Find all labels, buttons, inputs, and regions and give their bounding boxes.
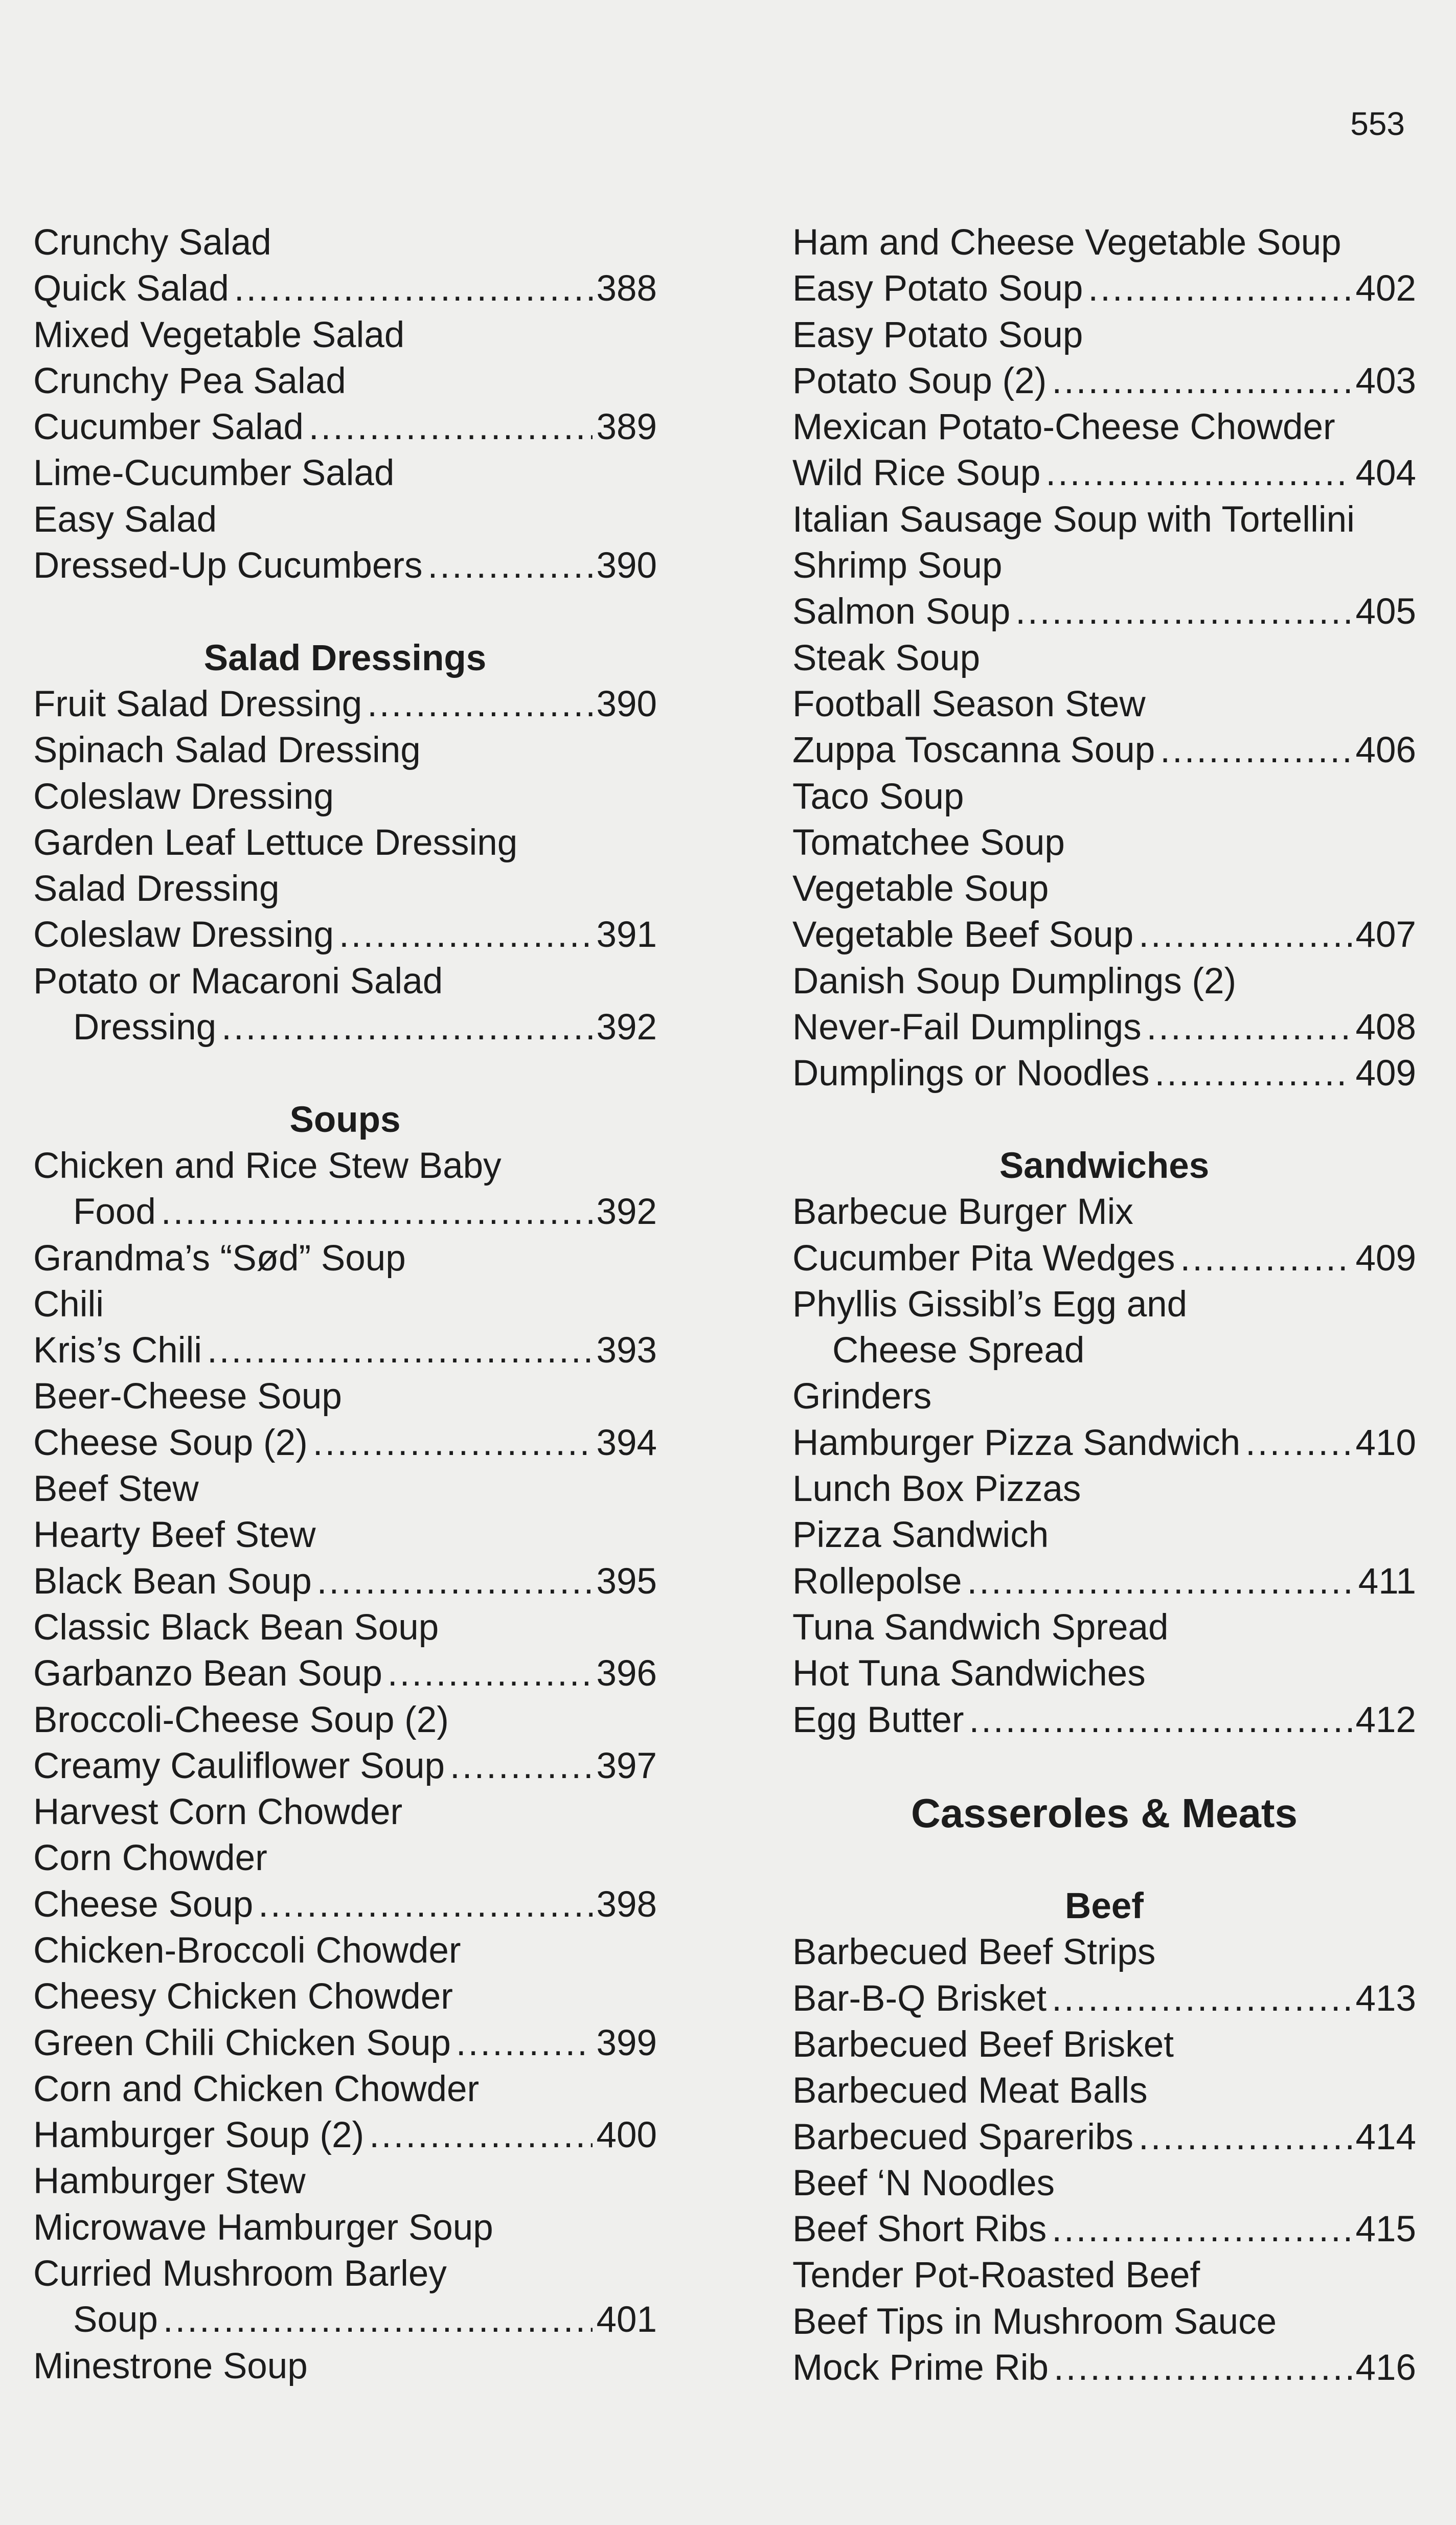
recipe-title: Dumplings or Noodles (792, 1053, 1150, 1094)
index-entry (792, 1976, 1416, 2022)
index-entry (792, 2345, 1416, 2391)
index-entry (33, 820, 657, 866)
index-entry (792, 1005, 1416, 1051)
dot-leader (1147, 1005, 1352, 1051)
recipe-title: Harvest Corn Chowder (33, 1792, 403, 1833)
page-ref: 413 (1355, 1978, 1416, 2019)
index-entry (33, 2158, 657, 2204)
index-entry (33, 959, 657, 1005)
recipe-title: Italian Sausage Soup with Tortellini (792, 499, 1355, 540)
recipe-title: Mock Prime Rib (792, 2348, 1049, 2388)
dot-leader (369, 2112, 592, 2158)
recipe-title: Barbecued Beef Brisket (792, 2024, 1174, 2065)
dot-leader (313, 1420, 593, 1466)
recipe-title: Pizza Sandwich (792, 1515, 1049, 1556)
recipe-title: Phyllis Gissibl’s Egg and (792, 1284, 1188, 1325)
index-entry (792, 2253, 1416, 2299)
recipe-title: Curried Mushroom Barley (33, 2254, 447, 2294)
index-entry (792, 1189, 1416, 1235)
page-ref: 409 (1355, 1053, 1416, 1094)
dot-leader (258, 1882, 592, 1928)
recipe-title: Easy Salad (33, 499, 217, 540)
recipe-title: Beef ‘N Noodles (792, 2163, 1055, 2203)
recipe-title: Salmon Soup (792, 592, 1011, 632)
page-ref: 401 (596, 2300, 657, 2340)
recipe-title: Kris’s Chili (33, 1330, 202, 1371)
recipe-title: Lime-Cucumber Salad (33, 453, 395, 494)
page-ref: 403 (1355, 360, 1416, 401)
index-entry (33, 1236, 657, 1282)
dot-leader (207, 1328, 592, 1374)
recipe-title: Cheese Soup (33, 1884, 254, 1925)
page-ref: 395 (596, 1561, 657, 1602)
index-entry (33, 2297, 657, 2343)
index-entry (792, 959, 1416, 1005)
dot-leader (388, 1651, 593, 1697)
dot-leader (428, 543, 593, 589)
index-entry (33, 497, 657, 543)
recipe-title: Hamburger Soup (2) (33, 2115, 365, 2156)
page-ref: 388 (596, 268, 657, 309)
index-entry (33, 1789, 657, 1835)
index-entry (792, 543, 1416, 589)
index-entry (33, 2020, 657, 2066)
recipe-title: Beer-Cheese Soup (33, 1376, 342, 1417)
dot-leader (234, 266, 593, 312)
dot-leader (1088, 266, 1351, 312)
index-entry (792, 404, 1416, 450)
recipe-title: Microwave Hamburger Soup (33, 2207, 493, 2248)
recipe-title: Broccoli-Cheese Soup (2) (33, 1699, 449, 1740)
index-entry (792, 681, 1416, 727)
recipe-title: Tender Pot-Roasted Beef (792, 2255, 1200, 2296)
index-entry (792, 1605, 1416, 1651)
page-ref: 397 (596, 1745, 657, 1786)
index-entry (792, 1420, 1416, 1466)
index-entry (792, 2114, 1416, 2160)
page-ref: 390 (596, 545, 657, 586)
dot-leader (1054, 2345, 1352, 2391)
index-entry (792, 2160, 1416, 2206)
dot-leader (1180, 1236, 1351, 1282)
recipe-title: Beef Short Ribs (792, 2209, 1047, 2250)
index-entry (792, 266, 1416, 312)
index-entry (792, 497, 1416, 543)
index-entry (792, 1697, 1416, 1743)
section-spacer (792, 1743, 1416, 1790)
dot-leader (1052, 358, 1351, 404)
recipe-title: Potato Soup (2) (792, 360, 1047, 401)
index-entry (792, 2022, 1416, 2068)
index-entry (33, 866, 657, 912)
index-entry (33, 1143, 657, 1189)
index-entry (792, 358, 1416, 404)
dot-leader (1155, 1051, 1352, 1097)
recipe-title: Steak Soup (792, 638, 981, 678)
index-entry (33, 450, 657, 496)
dot-leader (1052, 2206, 1351, 2253)
index-entry (33, 1282, 657, 1328)
index-entry (792, 1651, 1416, 1697)
recipe-title: Grandma’s “Sød” Soup (33, 1238, 406, 1279)
recipe-title: Barbecued Meat Balls (792, 2071, 1148, 2111)
index-entry (33, 266, 657, 312)
dot-leader (450, 1743, 593, 1789)
recipe-title: Garden Leaf Lettuce Dressing (33, 822, 518, 863)
recipe-title: Mixed Vegetable Salad (33, 314, 405, 355)
index-entry (33, 404, 657, 450)
recipe-title: Barbecued Spareribs (792, 2117, 1134, 2157)
recipe-title: Hearty Beef Stew (33, 1515, 316, 1556)
dot-leader (309, 404, 593, 450)
index-entry (33, 2112, 657, 2158)
index-entry (792, 635, 1416, 681)
recipe-title: Classic Black Bean Soup (33, 1607, 439, 1648)
index-entry (33, 2066, 657, 2112)
index-entry (33, 1974, 657, 2020)
recipe-title: Chicken and Rice Stew Baby (33, 1145, 502, 1186)
page-ref: 405 (1355, 592, 1416, 632)
recipe-title: Dressing (73, 1007, 217, 1048)
recipe-title: Vegetable Beef Soup (792, 915, 1134, 956)
dot-leader (367, 681, 592, 727)
recipe-title: Chicken-Broccoli Chowder (33, 1930, 461, 1971)
index-entry (33, 1420, 657, 1466)
dot-leader (456, 2020, 593, 2066)
page-ref: 409 (1355, 1238, 1416, 1279)
index-entry (33, 1651, 657, 1697)
recipe-title: Cheese Spread (832, 1330, 1085, 1371)
index-entry (792, 1051, 1416, 1097)
recipe-title: Vegetable Soup (792, 869, 1049, 909)
dot-leader (967, 1559, 1354, 1605)
index-entry (792, 1374, 1416, 1420)
index-entry (33, 912, 657, 958)
index-entry (792, 866, 1416, 912)
index-entry (33, 312, 657, 358)
recipe-title: Egg Butter (792, 1699, 964, 1740)
page-ref: 416 (1355, 2348, 1416, 2388)
page-ref: 414 (1355, 2117, 1416, 2157)
index-entry (792, 1282, 1416, 1328)
index-entry (33, 1697, 657, 1743)
section-spacer (792, 1097, 1416, 1143)
recipe-title: Hamburger Pizza Sandwich (792, 1422, 1241, 1463)
page-ref: 392 (596, 1007, 657, 1048)
dot-leader (339, 912, 593, 958)
index-entry (792, 1929, 1416, 1975)
recipe-title: Danish Soup Dumplings (2) (792, 961, 1237, 1002)
recipe-title: Beef Stew (33, 1469, 199, 1510)
recipe-title: Never-Fail Dumplings (792, 1007, 1142, 1048)
recipe-title: Dressed-Up Cucumbers (33, 545, 423, 586)
page-ref: 407 (1355, 915, 1416, 956)
recipe-title: Spinach Salad Dressing (33, 730, 421, 771)
recipe-title: Barbecued Beef Strips (792, 1932, 1156, 1973)
page-ref: 404 (1355, 453, 1416, 494)
recipe-title: Rollepolse (792, 1561, 962, 1602)
page-ref: 394 (596, 1422, 657, 1463)
index-entry (33, 1374, 657, 1420)
index-entry (792, 1236, 1416, 1282)
recipe-title: Wild Rice Soup (792, 453, 1041, 494)
recipe-title: Coleslaw Dressing (33, 776, 334, 817)
page-ref: 392 (596, 1192, 657, 1233)
recipe-title: Tuna Sandwich Spread (792, 1607, 1169, 1648)
recipe-title: Fruit Salad Dressing (33, 684, 362, 724)
recipe-title: Cucumber Salad (33, 407, 304, 448)
index-entry (33, 1605, 657, 1651)
page-ref: 412 (1355, 1699, 1416, 1740)
index-entry (792, 820, 1416, 866)
section-heading: Beef (1065, 1886, 1144, 1927)
dot-leader (1245, 1420, 1351, 1466)
index-column-right (792, 220, 1416, 2391)
page-ref: 408 (1355, 1007, 1416, 1048)
page-ref: 396 (596, 1653, 657, 1694)
index-entry (33, 2205, 657, 2251)
index-entry (33, 1512, 657, 1558)
page-ref: 391 (596, 915, 657, 956)
recipe-title: Easy Potato Soup (792, 314, 1083, 355)
index-entry (33, 1466, 657, 1512)
index-entry (33, 1835, 657, 1881)
recipe-title: Cheesy Chicken Chowder (33, 1976, 453, 2017)
recipe-title: Soup (73, 2300, 158, 2340)
page-ref: 389 (596, 407, 657, 448)
dot-leader (1045, 450, 1351, 496)
index-entry (33, 2251, 657, 2297)
dot-leader (1052, 1976, 1351, 2022)
page-ref: 400 (596, 2115, 657, 2156)
index-entry (33, 1005, 657, 1051)
recipe-title: Football Season Stew (792, 684, 1146, 724)
page-ref: 398 (596, 1884, 657, 1925)
recipe-title: Grinders (792, 1376, 932, 1417)
recipe-title: Shrimp Soup (792, 545, 1003, 586)
recipe-title: Black Bean Soup (33, 1561, 312, 1602)
recipe-title: Barbecue Burger Mix (792, 1192, 1133, 1233)
dot-leader (1139, 2114, 1352, 2160)
index-entry (792, 1466, 1416, 1512)
dot-leader (969, 1697, 1351, 1743)
recipe-title: Quick Salad (33, 268, 229, 309)
recipe-title: Chili (33, 1284, 104, 1325)
recipe-title: Taco Soup (792, 776, 964, 817)
index-entry (33, 358, 657, 404)
index-entry (33, 1882, 657, 1928)
index-entry (33, 681, 657, 727)
index-entry (792, 912, 1416, 958)
section-heading: Sandwiches (999, 1145, 1210, 1186)
recipe-title: Salad Dressing (33, 869, 280, 909)
dot-leader (1139, 912, 1351, 958)
index-entry (33, 2344, 657, 2390)
recipe-title: Corn Chowder (33, 1838, 267, 1879)
page-ref: 390 (596, 684, 657, 724)
page-ref: 410 (1355, 1422, 1416, 1463)
index-entry (792, 1512, 1416, 1558)
page-ref: 399 (596, 2022, 657, 2063)
index-entry (792, 589, 1416, 635)
section-spacer (33, 1051, 657, 1097)
index-entry (792, 727, 1416, 774)
index-entry (792, 2068, 1416, 2114)
index-entry (792, 450, 1416, 496)
dot-leader (221, 1005, 592, 1051)
page-ref: 411 (1358, 1561, 1416, 1602)
page-ref: 406 (1355, 730, 1416, 771)
index-entry (33, 727, 657, 774)
section-heading: Salad Dressings (203, 638, 487, 678)
recipe-title: Tomatchee Soup (792, 822, 1065, 863)
section-spacer (33, 589, 657, 635)
recipe-title: Ham and Cheese Vegetable Soup (792, 222, 1341, 263)
index-entry (33, 1743, 657, 1789)
recipe-title: Cheese Soup (2) (33, 1422, 308, 1463)
recipe-title: Bar-B-Q Brisket (792, 1978, 1047, 2019)
index-entry (33, 220, 657, 266)
page-ref: 415 (1355, 2209, 1416, 2250)
index-entry (33, 1928, 657, 1974)
section-heading: Soups (289, 1099, 401, 1140)
index-entry (792, 220, 1416, 266)
index-entry (33, 1559, 657, 1605)
recipe-title: Garbanzo Bean Soup (33, 1653, 382, 1694)
index-entry (33, 1328, 657, 1374)
dot-leader (1160, 727, 1351, 774)
page-ref: 393 (596, 1330, 657, 1371)
recipe-title: Crunchy Pea Salad (33, 360, 346, 401)
index-entry (792, 2206, 1416, 2253)
dot-leader (317, 1559, 593, 1605)
page-ref: 402 (1355, 268, 1416, 309)
recipe-title: Minestrone Soup (33, 2346, 308, 2386)
index-entry (792, 774, 1416, 820)
recipe-title: Easy Potato Soup (792, 268, 1083, 309)
recipe-title: Beef Tips in Mushroom Sauce (792, 2301, 1277, 2342)
section-spacer (792, 1836, 1416, 1883)
dot-leader (161, 1189, 593, 1235)
dot-leader (163, 2297, 593, 2343)
page-number: 553 (1350, 105, 1405, 142)
recipe-title: Crunchy Salad (33, 222, 271, 263)
index-entry (792, 2299, 1416, 2345)
index-entry (792, 1559, 1416, 1605)
dot-leader (1015, 589, 1351, 635)
recipe-title: Hot Tuna Sandwiches (792, 1653, 1146, 1694)
index-column-left (33, 220, 657, 2390)
recipe-title: Mexican Potato-Cheese Chowder (792, 407, 1335, 448)
index-entry (792, 1328, 1416, 1374)
recipe-title: Green Chili Chicken Soup (33, 2022, 451, 2063)
section-heading: Casseroles & Meats (911, 1790, 1298, 1836)
recipe-title: Lunch Box Pizzas (792, 1469, 1081, 1510)
recipe-title: Hamburger Stew (33, 2161, 306, 2202)
recipe-title: Food (73, 1192, 156, 1233)
recipe-title: Creamy Cauliflower Soup (33, 1745, 445, 1786)
recipe-title: Coleslaw Dressing (33, 915, 334, 956)
recipe-title: Zuppa Toscanna Soup (792, 730, 1155, 771)
index-entry (33, 543, 657, 589)
recipe-title: Potato or Macaroni Salad (33, 961, 443, 1002)
recipe-title: Cucumber Pita Wedges (792, 1238, 1175, 1279)
recipe-title: Corn and Chicken Chowder (33, 2068, 480, 2109)
index-entry (33, 774, 657, 820)
index-entry (33, 1189, 657, 1235)
index-entry (792, 312, 1416, 358)
